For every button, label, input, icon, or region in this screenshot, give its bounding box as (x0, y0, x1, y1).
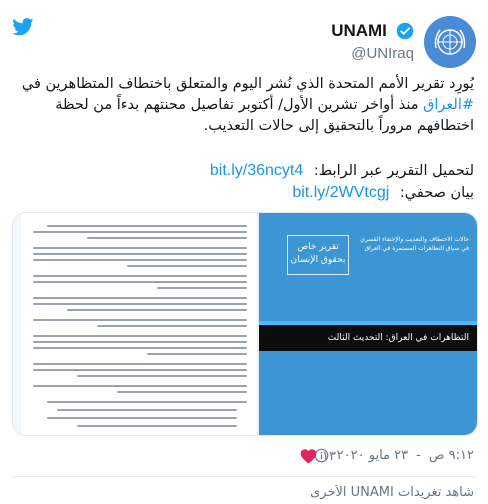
tweet-header (176, 12, 476, 72)
cover-title: التظاهرات في العراق: التحديث الثالث (259, 325, 477, 351)
report-label: لتحميل التقرير عبر الرابط: (313, 163, 474, 179)
tweet-footer (314, 448, 474, 463)
cover-badge: تقرير خاص بحقوق الإنسان (287, 235, 349, 275)
twitter-bird-icon[interactable] (12, 18, 34, 36)
footer-separator: - (416, 448, 421, 463)
report-link-line (14, 162, 474, 180)
tweet-media-image[interactable] (12, 212, 478, 436)
press-label: بيان صحفي: (399, 185, 474, 201)
cover-subtitle: حالات الاختطاف والتعذيب والإختفاء القسري في سياق التظاهرات المستمرة في العراق (360, 236, 469, 252)
press-url-link[interactable]: bit.ly/2WVtcgj (292, 184, 390, 201)
account-names[interactable] (331, 20, 414, 62)
like-group[interactable] (300, 448, 336, 464)
tweet-text-part-1: يُورِد تقرير الأمم المتحدة الذي نُشر اليوم والمتعلق باختطاف المتظاهرين في (21, 76, 474, 92)
more-tweets-link[interactable]: شاهد تغريدات UNAMI الأخرى (310, 485, 474, 500)
account-handle[interactable]: @UNIraq (351, 44, 414, 62)
report-cover (259, 213, 477, 435)
report-text-page (21, 213, 257, 435)
report-url-link[interactable]: bit.ly/36ncyt4 (209, 162, 304, 179)
tweet-time[interactable]: ٩:١٢ ص (428, 448, 474, 463)
un-emblem-icon (430, 22, 470, 62)
avatar[interactable] (424, 16, 476, 68)
footer-divider (12, 476, 476, 477)
press-link-line (14, 184, 474, 202)
tweet-text (14, 74, 474, 137)
display-name[interactable]: UNAMI (331, 20, 387, 40)
tweet-text-part-2: منذ أواخر تشرين الأول/ أكتوبر تفاصيل محنتهم بدءاً من لحظة اختطافهم مروراً بالتحقيق إلى حالات التعذيب. (55, 97, 474, 134)
like-count: ١٣ (322, 448, 336, 464)
verified-badge-icon (396, 22, 414, 40)
heart-icon[interactable] (300, 448, 317, 464)
hashtag-link[interactable]: #العراق (423, 97, 474, 113)
tweet-date[interactable]: ٢٣ مايو ٢٠٢٠ (336, 448, 409, 463)
